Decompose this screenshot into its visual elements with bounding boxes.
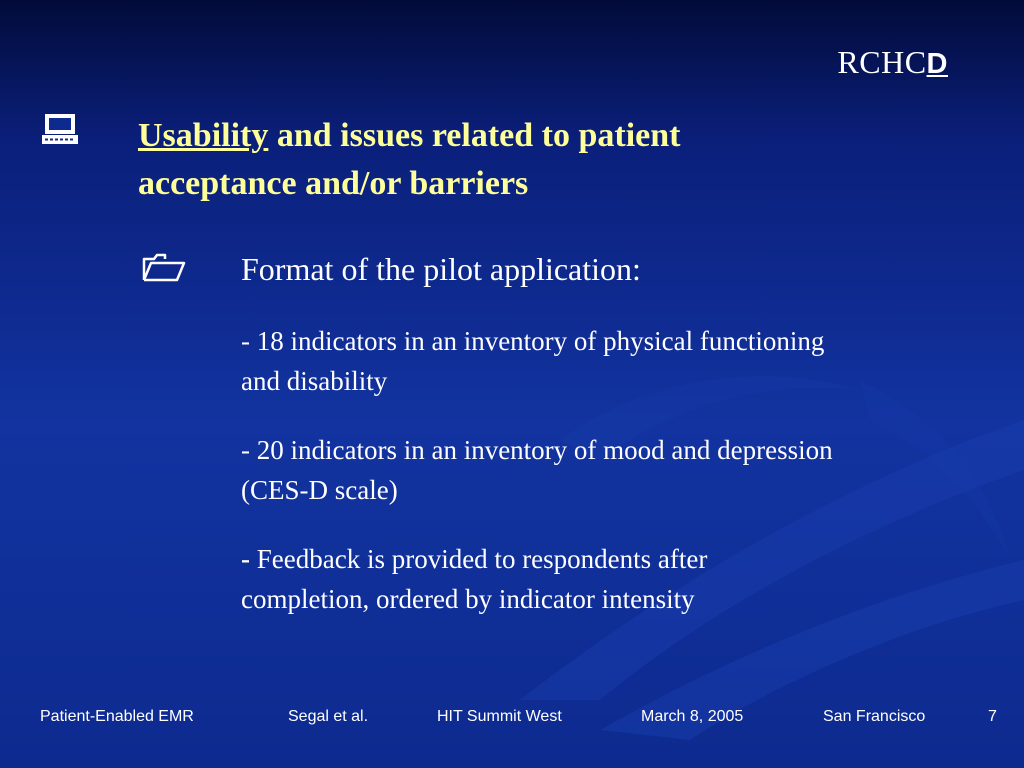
item-line1: - 18 indicators in an inventory of physical functioning [241,326,825,356]
logo-text: RCHC [837,44,927,80]
slide-footer [0,708,1024,732]
item-line2: completion, ordered by indicator intensity [241,584,695,614]
list-item [241,539,1001,619]
subheading: Format of the pilot application: [241,251,641,287]
logo-bold-letter: D [926,48,948,80]
computer-icon [40,112,80,146]
item-bold-prefix: - [241,544,250,574]
footer-page-number: 7 [988,708,997,725]
item-line1: Feedback is provided to respondents after [250,544,708,574]
footer-event: HIT Summit West [437,708,562,725]
footer-title: Patient-Enabled EMR [40,708,194,725]
footer-location: San Francisco [823,708,926,725]
heading-line1-rest: and issues related to patient [268,117,681,154]
item-line2: and disability [241,366,388,396]
footer-date: March 8, 2005 [641,708,744,725]
item-line1: - 20 indicators in an inventory of mood and depression [241,435,833,465]
slide-heading [138,112,898,208]
rchcd-logo [837,44,948,81]
heading-line2: acceptance and/or barriers [138,165,529,202]
list-item [241,430,1001,510]
folder-icon [141,253,187,283]
footer-author: Segal et al. [288,708,369,725]
heading-underlined-word: Usability [138,117,269,154]
list-item [241,321,1001,401]
item-line2: (CES-D scale) [241,475,398,505]
